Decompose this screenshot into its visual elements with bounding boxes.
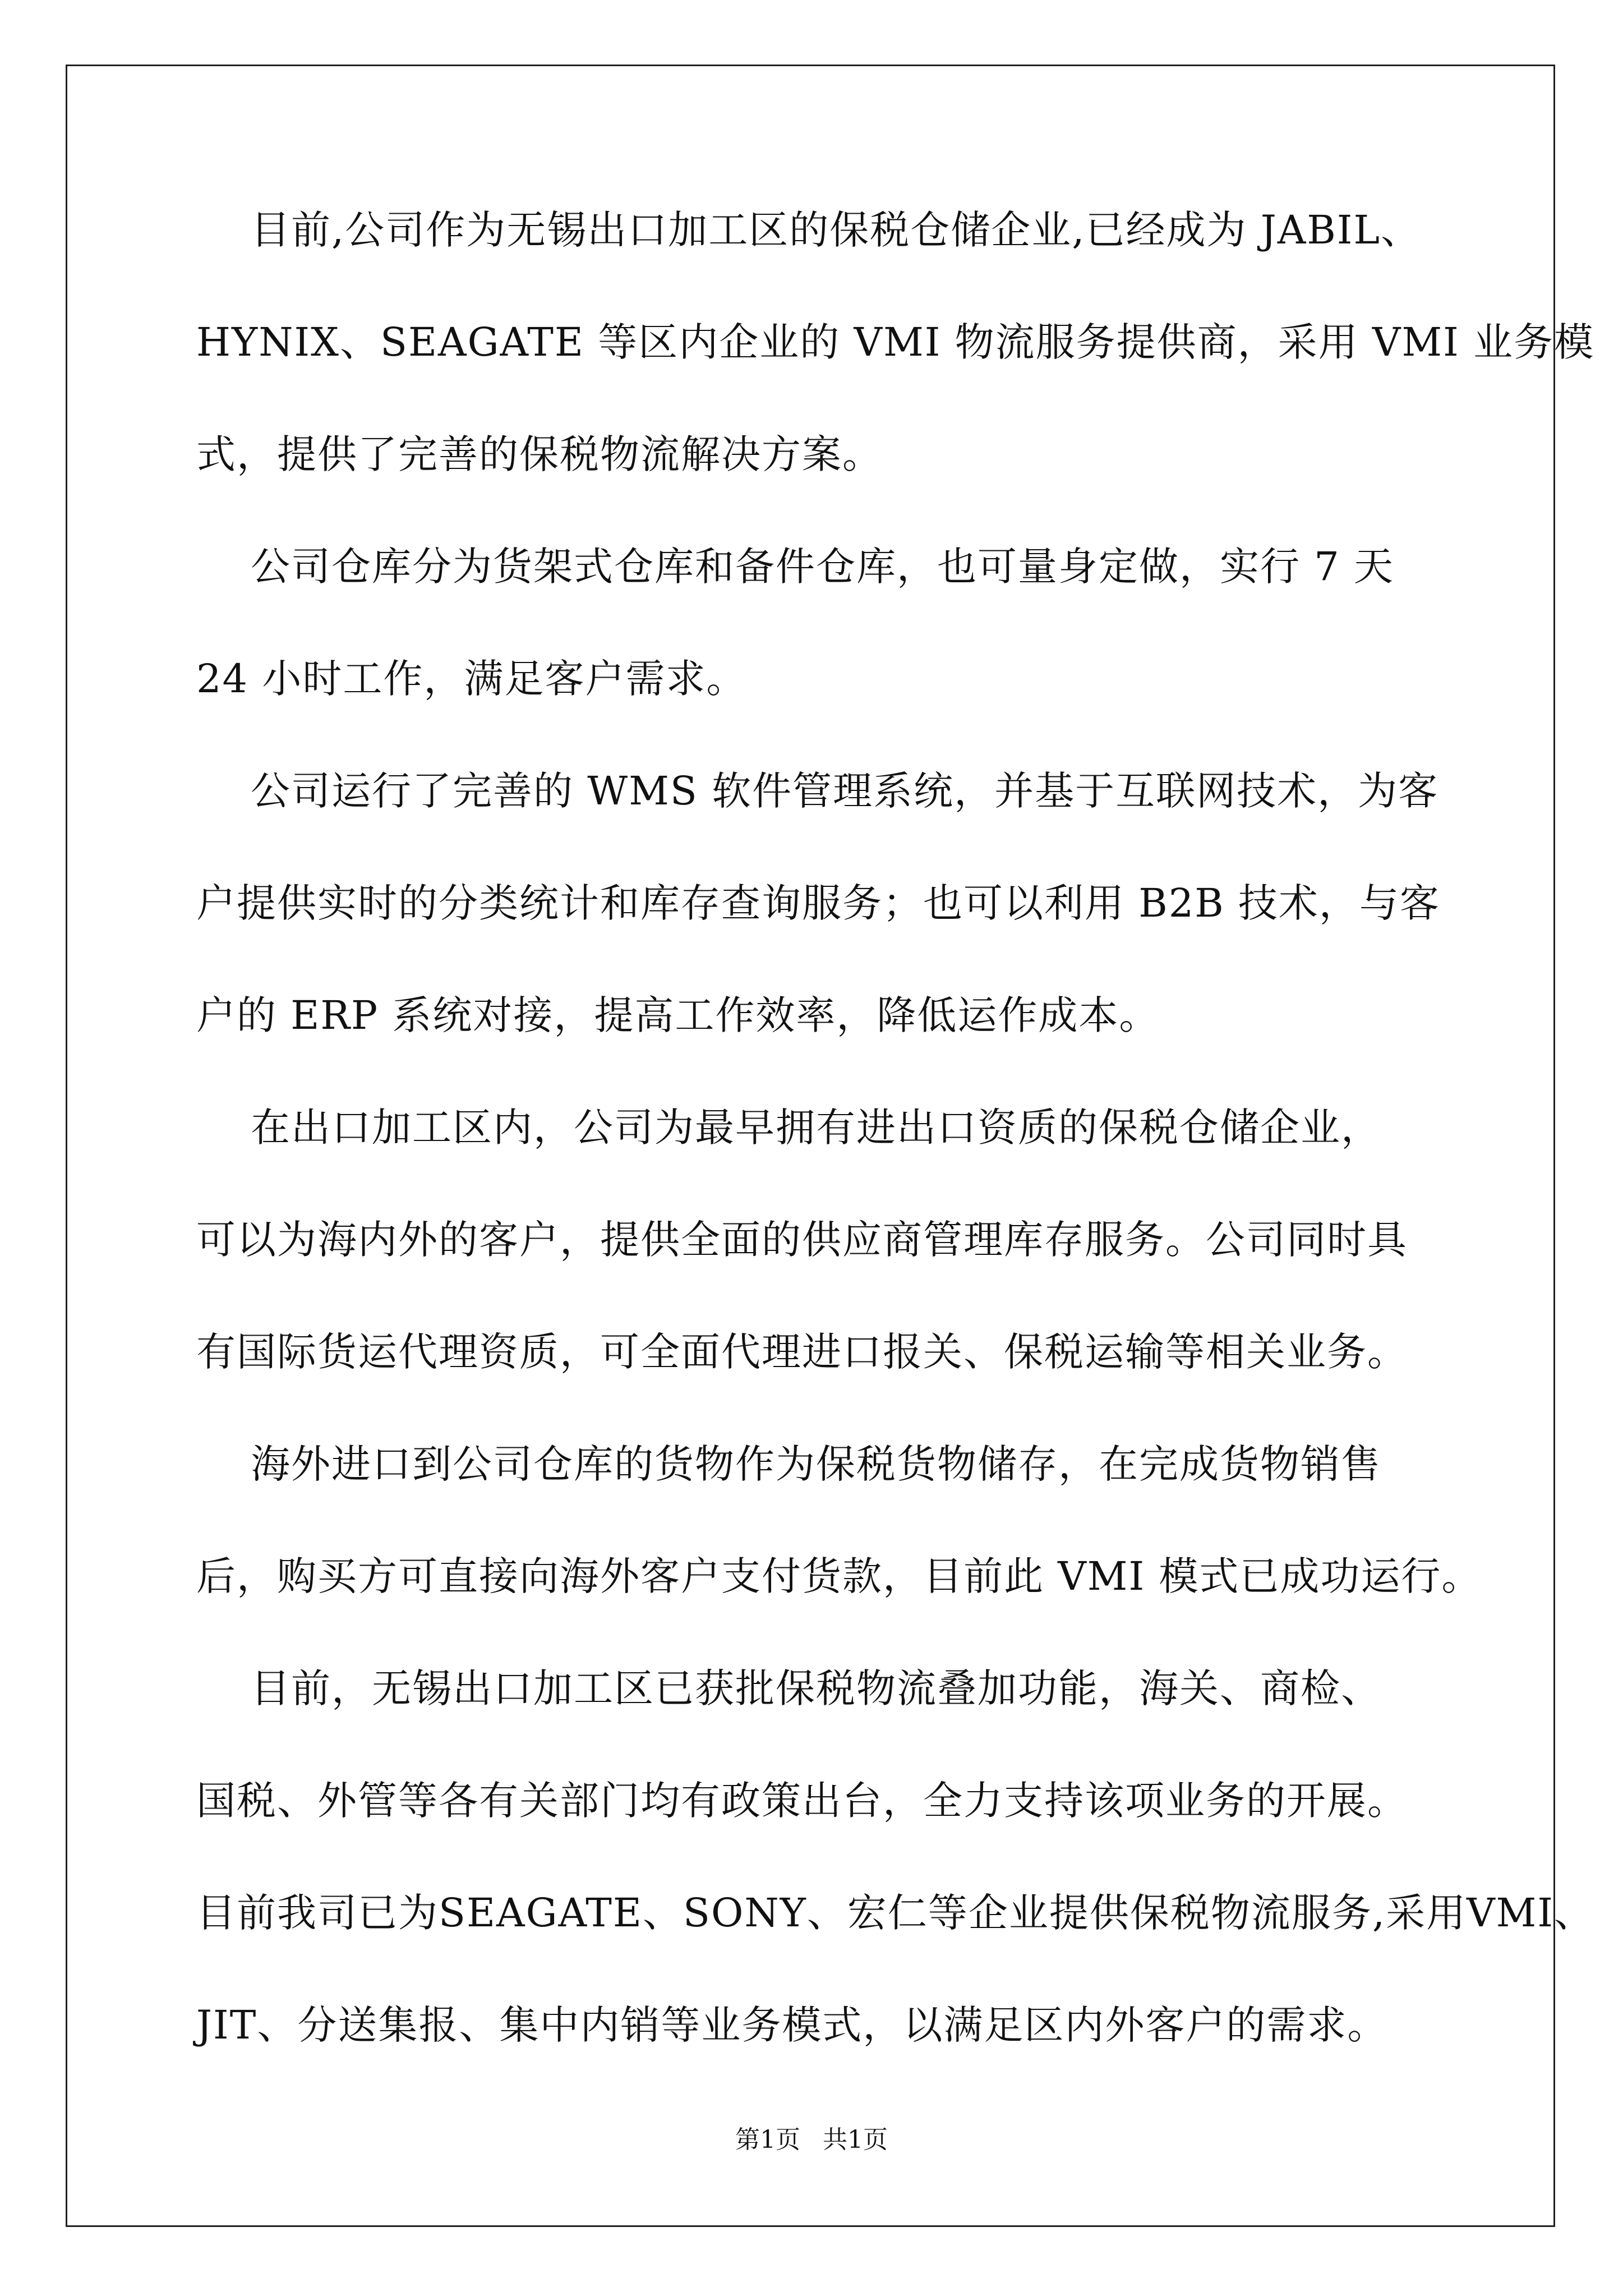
text-line: 目前，无锡出口加工区已获批保税物流叠加功能，海关、商检、 xyxy=(196,1665,1382,1711)
text-line: 海外进口到公司仓库的货物作为保税货物储存，在完成货物销售 xyxy=(196,1441,1382,1487)
text-line: JIT、分送集报、集中内销等业务模式，以满足区内外客户的需求。 xyxy=(196,2002,1388,2048)
text-line: 24 小时工作，满足客户需求。 xyxy=(196,656,747,702)
text-line: 户的 ERP 系统对接，提高工作效率，降低运作成本。 xyxy=(196,992,1160,1038)
text-line: 后，购买方可直接向海外客户支付货款，目前此 VMI 模式已成功运行。 xyxy=(196,1553,1482,1599)
text-line: 国税、外管等各有关部门均有政策出台，全力支持该项业务的开展。 xyxy=(196,1778,1408,1824)
text-line: 目前我司已为SEAGATE、SONY、宏仁等企业提供保税物流服务,采用VMI、 xyxy=(196,1890,1594,1936)
text-line: HYNIX、SEAGATE 等区内企业的 VMI 物流服务提供商，采用 VMI 业务模 xyxy=(196,319,1595,365)
text-line: 公司仓库分为货架式仓库和备件仓库，也可量身定做，实行 7 天 xyxy=(196,544,1395,590)
text-line: 式，提供了完善的保税物流解决方案。 xyxy=(196,431,883,477)
text-line: 目前,公司作为无锡出口加工区的保税仓储企业,已经成为 JABIL、 xyxy=(196,207,1421,253)
text-line: 公司运行了完善的 WMS 软件管理系统，并基于互联网技术，为客 xyxy=(196,768,1439,814)
page-number: 第1页 xyxy=(735,2125,800,2154)
text-line: 在出口加工区内，公司为最早拥有进出口资质的保税仓储企业， xyxy=(196,1105,1382,1151)
text-line: 可以为海内外的客户，提供全面的供应商管理库存服务。公司同时具 xyxy=(196,1217,1408,1263)
text-line: 有国际货运代理资质，可全面代理进口报关、保税运输等相关业务。 xyxy=(196,1329,1408,1375)
text-line: 户提供实时的分类统计和库存查询服务；也可以利用 B2B 技术，与客 xyxy=(196,880,1440,926)
page-footer xyxy=(0,2126,1623,2154)
page-total: 共1页 xyxy=(823,2125,888,2154)
